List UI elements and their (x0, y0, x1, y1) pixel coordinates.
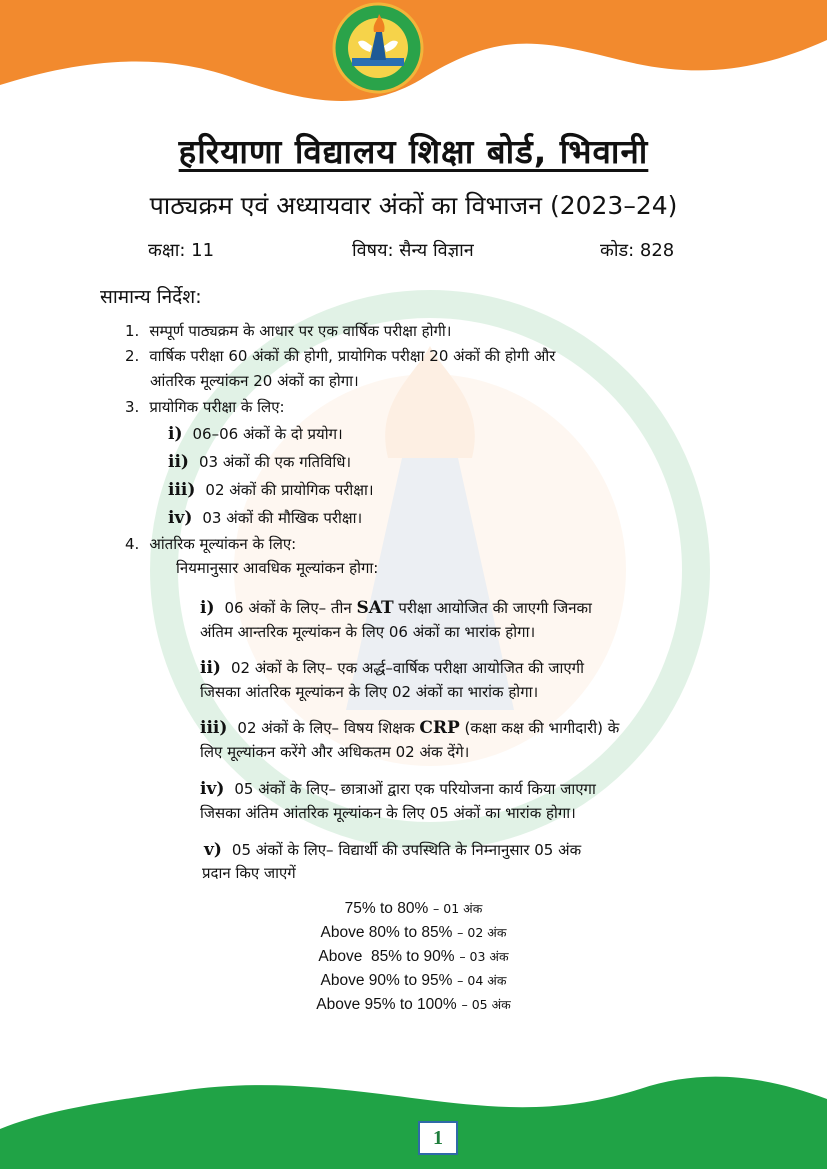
attendance-marks: – 01 अंक (433, 901, 483, 916)
code-label: कोड: 828 (600, 240, 675, 261)
attendance-range: Above 90% to 95% (320, 972, 453, 989)
attendance-marks: – 03 अंक (459, 949, 509, 964)
item-text: 06–06 अंकों के दो प्रयोग। (192, 425, 343, 443)
roman-numeral: iv) (200, 779, 225, 799)
practical-item (168, 423, 343, 445)
attendance-row (0, 995, 827, 1014)
item-number: 4. (125, 535, 140, 553)
roman-numeral: iii) (168, 480, 196, 500)
practical-item (168, 479, 374, 501)
board-title: हरियाणा विद्यालय शिक्षा बोर्ड, भिवानी (178, 132, 649, 171)
item-number: 3. (125, 398, 140, 416)
internal-item-continuation: जिसका अंतिम आंतरिक मूल्यांकन के लिए 05 अंकों का भारांक होगा। (200, 804, 576, 822)
practical-item (168, 507, 362, 529)
item-text: सम्पूर्ण पाठ्यक्रम के आधार पर एक वार्षिक परीक्षा होगी। (149, 322, 452, 340)
attendance-range: 75% to 80% (344, 900, 429, 917)
item-text: परीक्षा आयोजित की जाएगी जिनका (393, 599, 592, 617)
internal-item (200, 717, 619, 739)
roman-numeral: v) (204, 840, 222, 860)
bottom-green-wave (0, 1069, 827, 1169)
attendance-row (0, 947, 827, 966)
attendance-marks: – 02 अंक (457, 925, 507, 940)
roman-numeral: iii) (200, 718, 228, 738)
board-emblem-icon (332, 2, 424, 94)
item-text: 03 अंकों की एक गतिविधि। (198, 453, 352, 471)
item-text: 02 अंकों के लिए– विषय शिक्षक (237, 719, 420, 737)
practical-item (168, 451, 351, 473)
class-label: कक्षा: 11 (148, 240, 215, 261)
roman-numeral: i) (200, 598, 215, 618)
list-item-continuation: नियमानुसार आवधिक मूल्यांकन होगा: (176, 559, 379, 577)
item-text: 06 अंकों के लिए– तीन (224, 599, 357, 617)
internal-item (204, 839, 581, 861)
list-item (125, 320, 452, 342)
item-number: 2. (125, 347, 140, 365)
item-text: 05 अंकों के लिए– छात्राओं द्वारा एक परियोजना कार्य किया जाएगा (234, 780, 596, 798)
attendance-row (0, 971, 827, 990)
item-text: (कक्षा कक्ष की भागीदारी) के (459, 719, 620, 737)
attendance-row (0, 923, 827, 942)
item-text: 02 अंकों के लिए– एक अर्द्ध–वार्षिक परीक्षा आयोजित की जाएगी (230, 659, 584, 677)
roman-numeral: ii) (168, 452, 189, 472)
item-text: प्रायोगिक परीक्षा के लिए: (149, 398, 285, 416)
internal-item-continuation: जिसका आंतरिक मूल्यांकन के लिए 02 अंकों का भारांक होगा। (200, 683, 539, 701)
internal-item-continuation: अंतिम आन्तरिक मूल्यांकन के लिए 06 अंकों का भारांक होगा। (200, 623, 536, 641)
latin-term: CRP (419, 718, 460, 738)
internal-item (200, 597, 592, 619)
subject-label: विषय: सैन्य विज्ञान (352, 240, 474, 261)
item-text: 02 अंकों की प्रायोगिक परीक्षा। (205, 481, 374, 499)
page-number: 1 (418, 1121, 458, 1155)
attendance-range: Above 85% to 90% (318, 948, 455, 965)
roman-numeral: i) (168, 424, 183, 444)
internal-item-continuation: लिए मूल्यांकन करेंगे और अधिकतम 02 अंक देंगे। (200, 743, 470, 761)
roman-numeral: iv) (168, 508, 193, 528)
attendance-range: Above 95% to 100% (316, 996, 457, 1013)
internal-item (200, 657, 584, 679)
internal-item-continuation: प्रदान किए जाएगें (202, 864, 296, 882)
list-item (125, 396, 285, 418)
roman-numeral: ii) (200, 658, 221, 678)
list-item (125, 345, 555, 367)
item-text: आंतरिक मूल्यांकन के लिए: (149, 535, 297, 553)
list-item (125, 533, 296, 555)
general-instructions-heading: सामान्य निर्देश: (100, 286, 202, 308)
item-text: वार्षिक परीक्षा 60 अंकों की होगी, प्रायोगिक परीक्षा 20 अंकों की होगी और (149, 347, 556, 365)
attendance-marks: – 04 अंक (457, 973, 507, 988)
attendance-row (0, 899, 827, 918)
item-text: 05 अंकों के लिए– विद्यार्थी की उपस्थिति के निम्नानुसार 05 अंक (231, 841, 582, 859)
list-item-continuation: आंतरिक मूल्यांकन 20 अंकों का होगा। (150, 372, 359, 390)
item-number: 1. (125, 322, 140, 340)
item-text: 03 अंकों की मौखिक परीक्षा। (202, 509, 363, 527)
internal-item (200, 778, 596, 800)
attendance-range: Above 80% to 85% (320, 924, 453, 941)
latin-term: SAT (356, 598, 394, 618)
attendance-marks: – 05 अंक (461, 997, 511, 1012)
document-subtitle: पाठ्यक्रम एवं अध्यायवार अंकों का विभाजन (2023–24) (149, 191, 678, 220)
